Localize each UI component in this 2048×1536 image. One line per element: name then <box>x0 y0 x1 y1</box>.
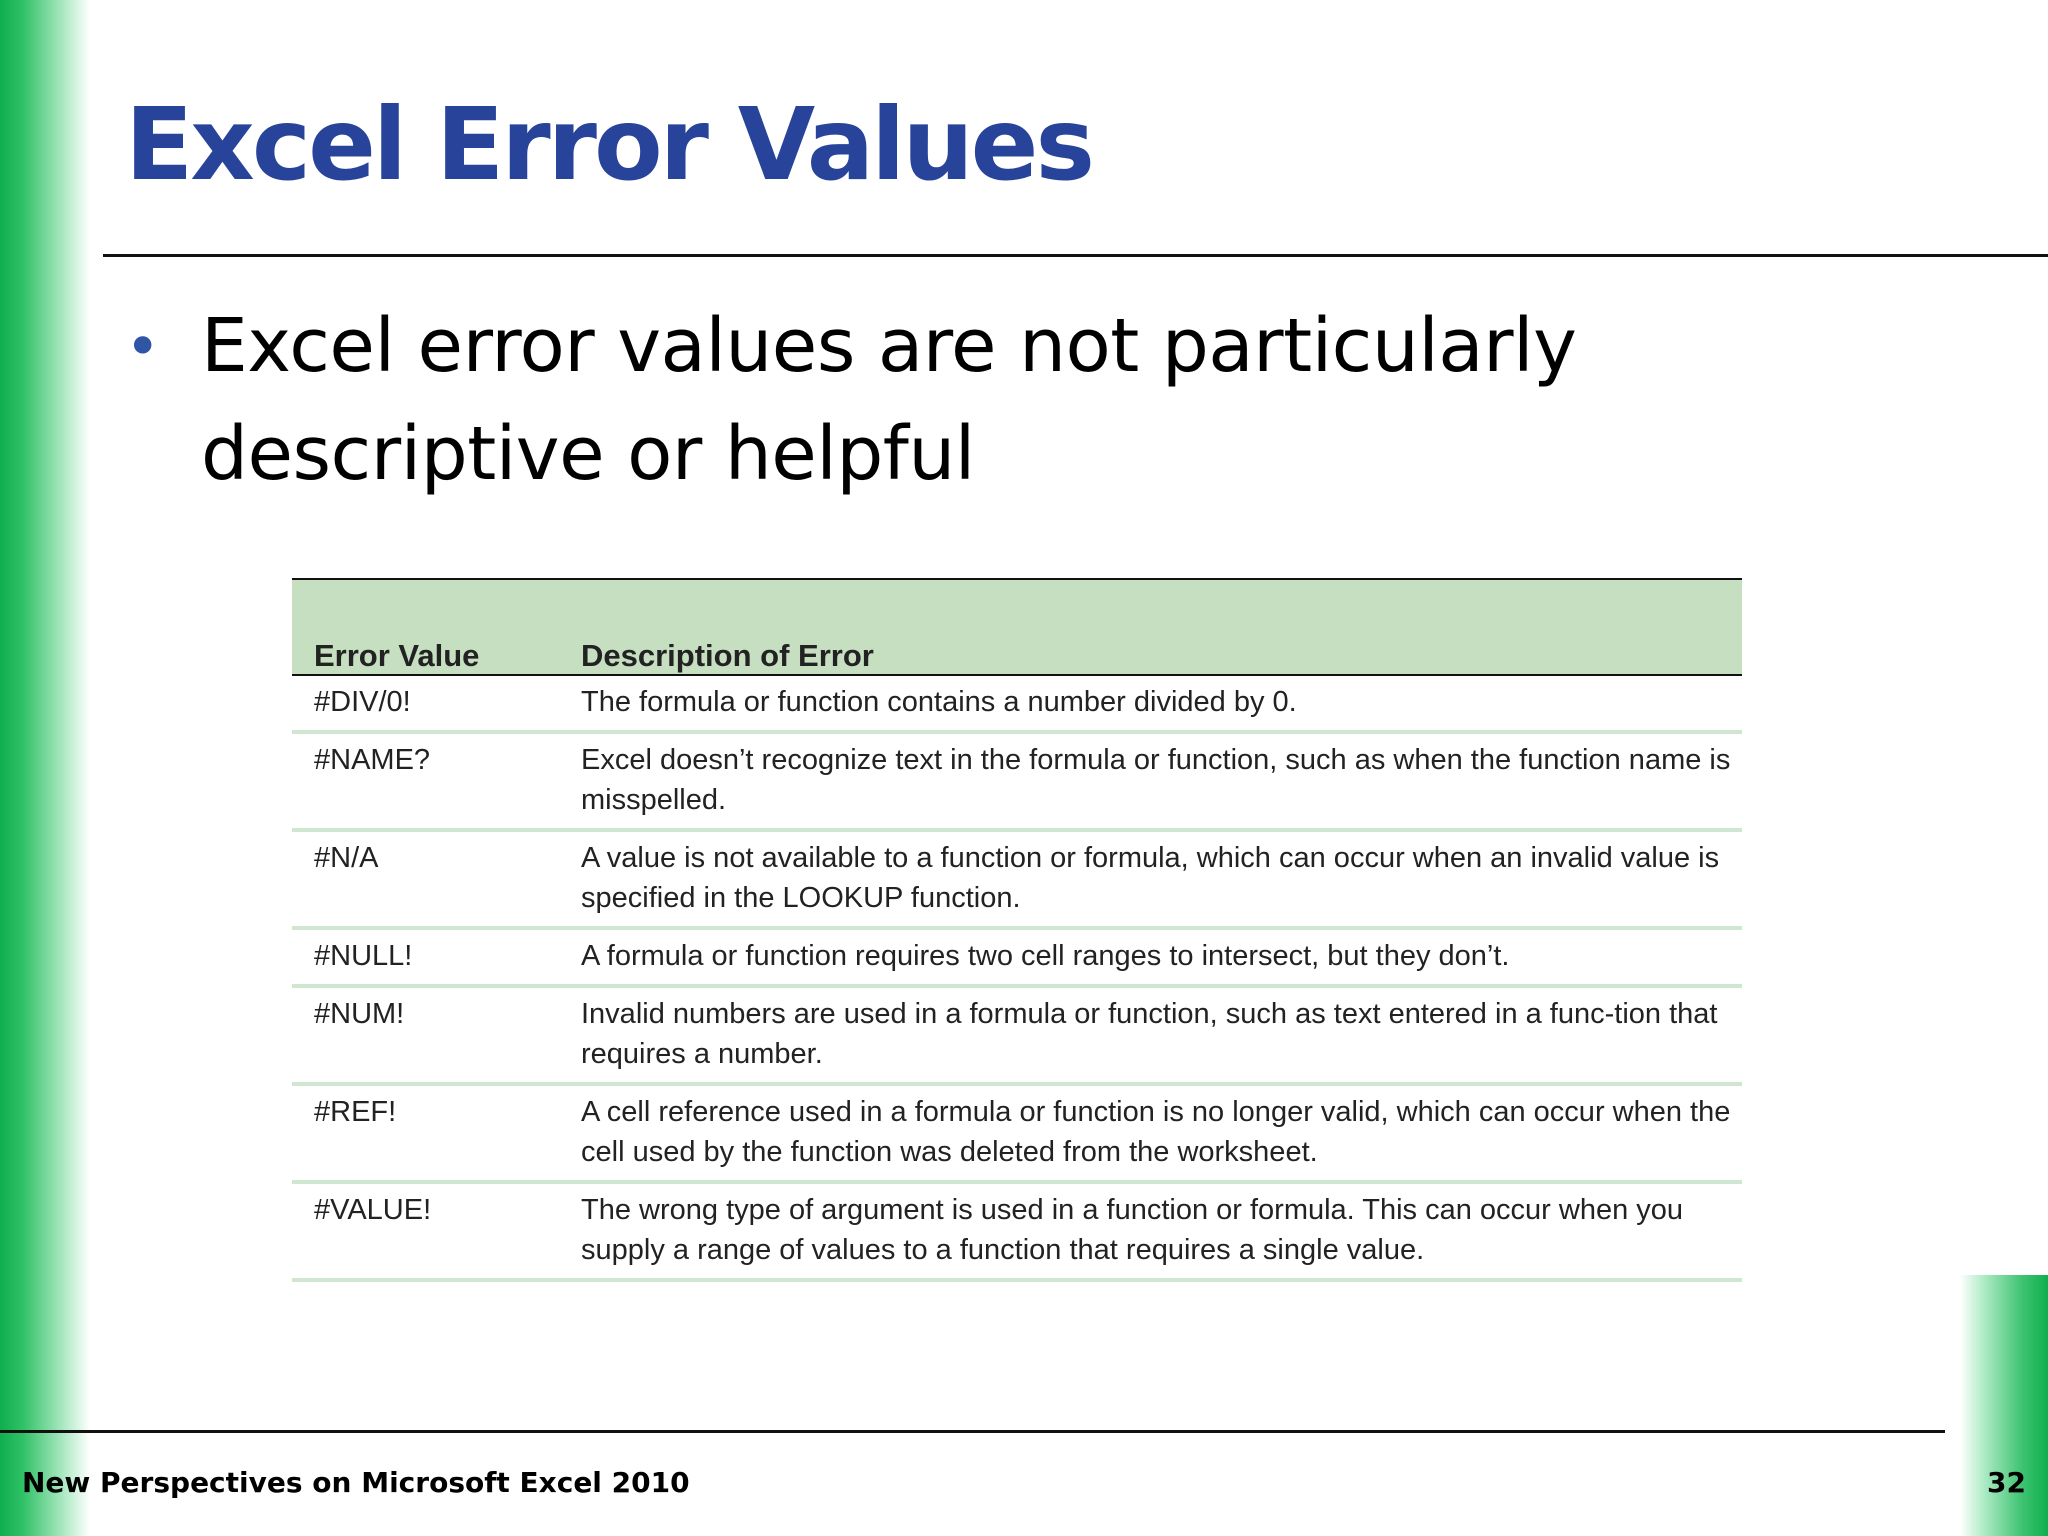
error-code: #REF! <box>292 1084 559 1182</box>
table-row <box>292 732 1742 830</box>
error-description: A value is not available to a function or formula, which can occur when an invalid value is specified in the LOOKUP function. <box>559 830 1742 928</box>
bullet-text: Excel error values are not particularly descriptive or helpful <box>201 303 1577 497</box>
table-row <box>292 675 1742 732</box>
error-code: #NULL! <box>292 928 559 986</box>
footer-divider <box>0 1430 1945 1433</box>
error-description: A formula or function requires two cell ranges to intersect, but they don’t. <box>559 928 1742 986</box>
error-code: #NUM! <box>292 986 559 1084</box>
left-green-band <box>0 0 90 1536</box>
error-code: #DIV/0! <box>292 675 559 732</box>
error-code: #N/A <box>292 830 559 928</box>
error-description: Invalid numbers are used in a formula or function, such as text entered in a func-tion that requires a number. <box>559 986 1742 1084</box>
slide-number: 32 <box>1987 1466 2026 1499</box>
error-description: The formula or function contains a number divided by 0. <box>559 675 1742 732</box>
bullet-icon: • <box>125 312 161 382</box>
error-code: #NAME? <box>292 732 559 830</box>
table-row <box>292 1182 1742 1280</box>
table-row <box>292 928 1742 986</box>
error-values-table <box>292 578 1742 1282</box>
footer-course-title: New Perspectives on Microsoft Excel 2010 <box>22 1466 690 1499</box>
table-row <box>292 830 1742 928</box>
error-code: #VALUE! <box>292 1182 559 1280</box>
title-divider <box>103 254 2048 257</box>
error-description: Excel doesn’t recognize text in the formula or function, such as when the function name is misspelled. <box>559 732 1742 830</box>
error-description: A cell reference used in a formula or function is no longer valid, which can occur when the cell used by the function was deleted from the worksheet. <box>559 1084 1742 1182</box>
header-error-value: Error Value <box>292 579 559 675</box>
slide-title: Excel Error Values <box>125 86 1092 203</box>
error-description: The wrong type of argument is used in a function or formula. This can occur when you supply a range of values to a function that requires a single value. <box>559 1182 1742 1280</box>
table-header-row <box>292 579 1742 675</box>
bullet-item <box>125 292 1725 508</box>
header-description: Description of Error <box>559 579 1742 675</box>
table-row <box>292 986 1742 1084</box>
table-row <box>292 1084 1742 1182</box>
